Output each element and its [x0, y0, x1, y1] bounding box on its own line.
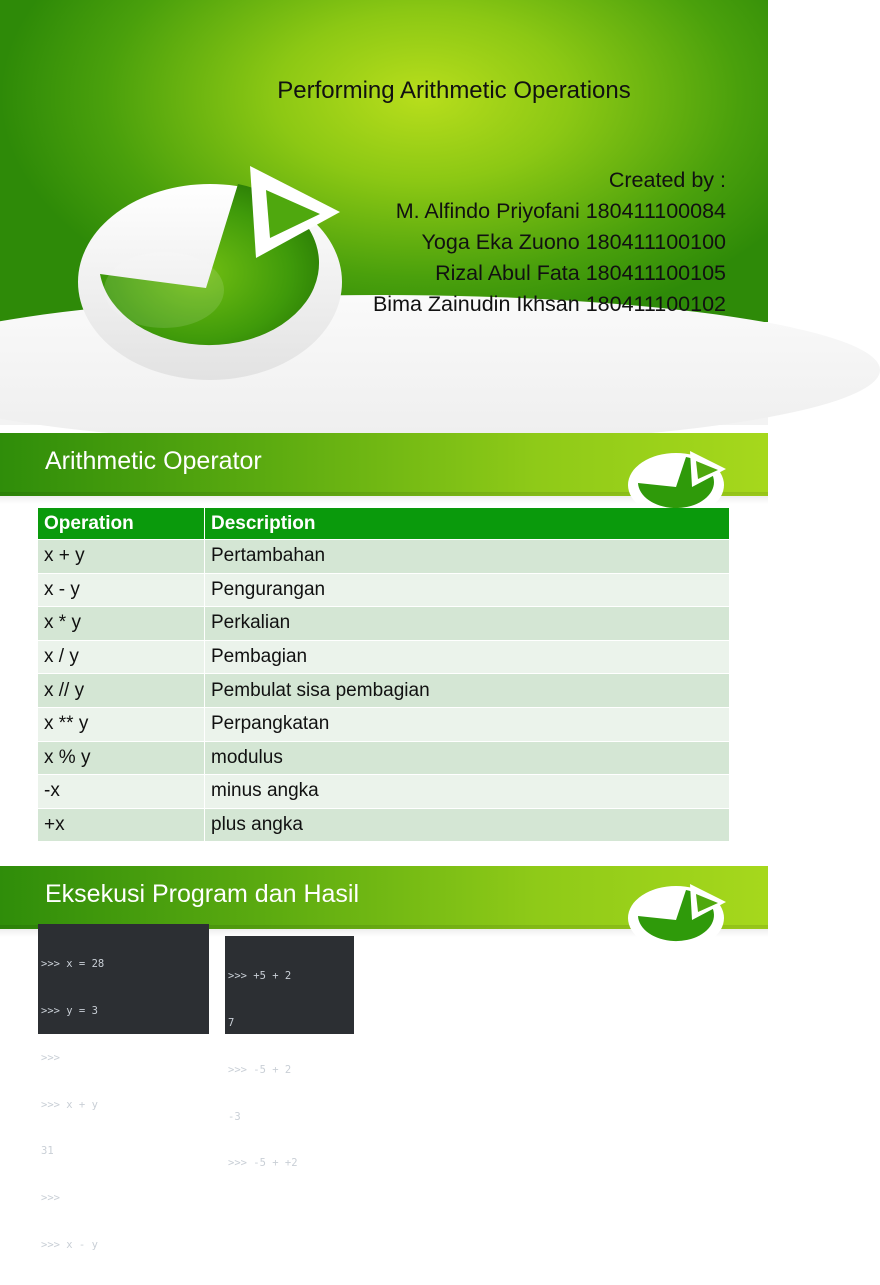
operator-table [38, 508, 730, 841]
code-line: >>> x = 28 [41, 958, 105, 971]
table-row [38, 607, 730, 641]
pie-chart-logo-icon [626, 878, 738, 958]
table-row [38, 640, 730, 674]
author-line: Yoga Eka Zuono 180411100100 [421, 230, 726, 254]
code-line: >>> y = 3 [41, 1004, 98, 1017]
operation-cell: x * y [38, 607, 205, 641]
author-line: M. Alfindo Priyofani 180411100084 [395, 199, 726, 223]
operation-cell: +x [38, 808, 205, 841]
description-cell: Perpangkatan [205, 707, 730, 741]
operation-cell: x % y [38, 741, 205, 775]
code-output-panel-right [225, 936, 354, 1170]
operation-cell: x // y [38, 674, 205, 708]
code-line: >>> +5 + 2 [228, 970, 292, 983]
code-line: >>> -5 + +2 [228, 1157, 298, 1170]
slide-title: Eksekusi Program dan Hasil [45, 880, 360, 908]
execution-slide [0, 866, 768, 1251]
column-header-description: Description [205, 508, 730, 540]
table-header-row [38, 508, 730, 540]
table-row [38, 775, 730, 809]
table-row [38, 540, 730, 574]
description-cell: Pertambahan [205, 540, 730, 574]
table-row [38, 741, 730, 775]
code-line: >>> x + y [41, 1098, 98, 1111]
operation-cell: x ** y [38, 707, 205, 741]
operation-cell: -x [38, 775, 205, 809]
table-row [38, 573, 730, 607]
description-cell: Perkalian [205, 607, 730, 641]
operation-cell: x - y [38, 573, 205, 607]
description-cell: modulus [205, 741, 730, 775]
description-cell: plus angka [205, 808, 730, 841]
pie-chart-logo-icon [70, 150, 370, 390]
table-row [38, 674, 730, 708]
code-line: 7 [228, 1016, 235, 1029]
description-cell: Pengurangan [205, 573, 730, 607]
code-line: >>> x - y [41, 1238, 98, 1251]
title-slide [0, 0, 768, 425]
code-line: >>> -5 + 2 [228, 1063, 292, 1076]
credits-block [373, 165, 726, 320]
operation-cell: x + y [38, 540, 205, 574]
table-row [38, 707, 730, 741]
operator-slide [0, 433, 768, 841]
credits-heading: Created by : [608, 168, 726, 192]
description-cell: Pembagian [205, 640, 730, 674]
column-header-operation: Operation [38, 508, 205, 540]
operation-cell: x / y [38, 640, 205, 674]
presentation-title: Performing Arithmetic Operations [277, 77, 631, 104]
code-line: >>> [41, 1051, 60, 1064]
code-line: -3 [228, 1110, 241, 1123]
table-row [38, 808, 730, 841]
code-line: >>> [41, 1192, 60, 1205]
code-output-panel-left [38, 924, 209, 1251]
description-cell: Pembulat sisa pembagian [205, 674, 730, 708]
description-cell: minus angka [205, 775, 730, 809]
author-line: Bima Zainudin Ikhsan 180411100102 [372, 292, 726, 316]
code-line: 31 [41, 1145, 54, 1158]
author-line: Rizal Abul Fata 180411100105 [435, 261, 726, 285]
slide-title: Arithmetic Operator [45, 447, 262, 475]
